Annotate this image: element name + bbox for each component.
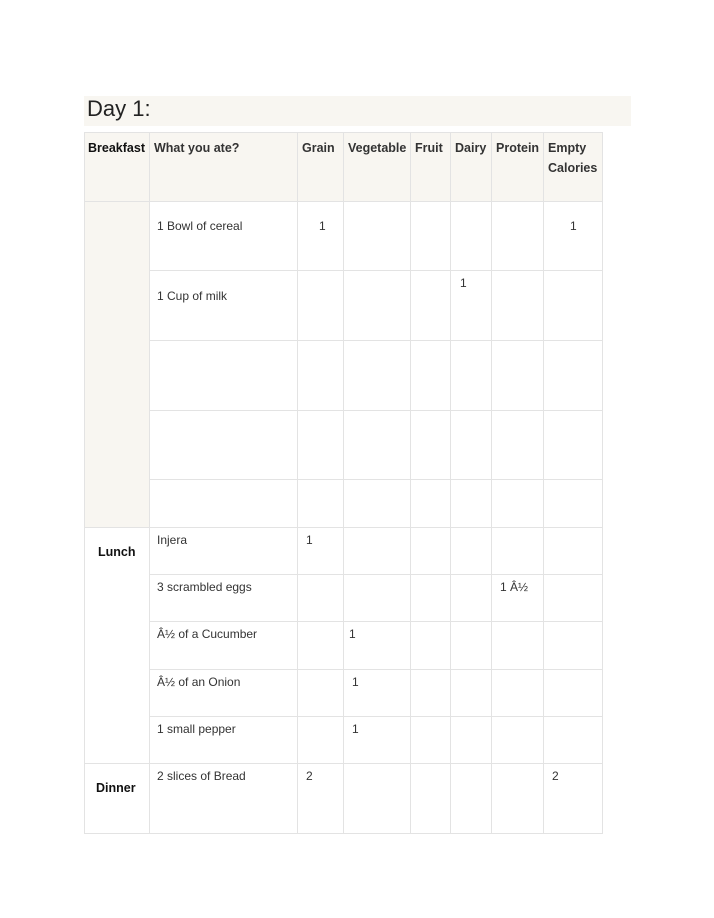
day-title: Day 1: xyxy=(84,96,631,126)
breakfast-row-4-fruit xyxy=(411,411,451,480)
lunch-row-1-vegetable xyxy=(344,528,411,575)
lunch-row-3-vegetable: 1 xyxy=(344,622,411,670)
header-vegetable: Vegetable xyxy=(344,132,411,202)
lunch-row-5-dairy xyxy=(451,717,492,764)
lunch-row-3-food: Â½ of a Cucumber xyxy=(150,622,298,670)
breakfast-row-5-protein xyxy=(492,480,544,528)
lunch-row-2-fruit xyxy=(411,575,451,622)
header-dairy: Dairy xyxy=(451,132,492,202)
lunch-row-4-vegetable: 1 xyxy=(344,670,411,717)
lunch-label: Lunch xyxy=(98,545,136,559)
breakfast-row-1-vegetable xyxy=(344,202,411,271)
lunch-row-5-fruit xyxy=(411,717,451,764)
lunch-row-4-grain xyxy=(298,670,344,717)
lunch-row-4-fruit xyxy=(411,670,451,717)
lunch-row-3-empty-calories xyxy=(544,622,603,670)
breakfast-row-2-food: 1 Cup of milk xyxy=(150,271,298,341)
breakfast-row-4-vegetable xyxy=(344,411,411,480)
breakfast-meal-cell xyxy=(84,202,150,528)
lunch-meal-cell xyxy=(84,528,150,764)
breakfast-row-3-fruit xyxy=(411,341,451,411)
dinner-row-1-fruit xyxy=(411,764,451,834)
lunch-row-2-dairy xyxy=(451,575,492,622)
dinner-label: Dinner xyxy=(96,781,136,795)
dinner-row-1-dairy xyxy=(451,764,492,834)
header-food: What you ate? xyxy=(150,132,298,202)
lunch-row-2-food: 3 scrambled eggs xyxy=(150,575,298,622)
breakfast-row-4-protein xyxy=(492,411,544,480)
breakfast-row-3-food xyxy=(150,341,298,411)
lunch-row-1-dairy xyxy=(451,528,492,575)
breakfast-row-1-grain: 1 xyxy=(298,202,344,271)
breakfast-row-1-food: 1 Bowl of cereal xyxy=(150,202,298,271)
lunch-row-2-empty-calories xyxy=(544,575,603,622)
breakfast-row-5-food xyxy=(150,480,298,528)
lunch-row-2-grain xyxy=(298,575,344,622)
breakfast-row-5-dairy xyxy=(451,480,492,528)
breakfast-row-4-grain xyxy=(298,411,344,480)
lunch-row-3-fruit xyxy=(411,622,451,670)
lunch-row-4-empty-calories xyxy=(544,670,603,717)
breakfast-row-2-empty-calories xyxy=(544,271,603,341)
lunch-row-4-protein xyxy=(492,670,544,717)
lunch-row-3-protein xyxy=(492,622,544,670)
lunch-row-1-fruit xyxy=(411,528,451,575)
lunch-row-3-grain xyxy=(298,622,344,670)
lunch-row-2-vegetable xyxy=(344,575,411,622)
lunch-row-2-protein: 1 Â½ xyxy=(492,575,544,622)
header-grain: Grain xyxy=(298,132,344,202)
lunch-row-5-grain xyxy=(298,717,344,764)
breakfast-row-5-grain xyxy=(298,480,344,528)
header-fruit: Fruit xyxy=(411,132,451,202)
breakfast-row-3-dairy xyxy=(451,341,492,411)
lunch-row-1-food: Injera xyxy=(150,528,298,575)
breakfast-row-3-empty-calories xyxy=(544,341,603,411)
breakfast-row-4-dairy xyxy=(451,411,492,480)
lunch-row-3-dairy xyxy=(451,622,492,670)
lunch-row-4-dairy xyxy=(451,670,492,717)
breakfast-row-5-vegetable xyxy=(344,480,411,528)
breakfast-row-4-empty-calories xyxy=(544,411,603,480)
lunch-row-5-food: 1 small pepper xyxy=(150,717,298,764)
breakfast-row-3-vegetable xyxy=(344,341,411,411)
dinner-row-1-protein xyxy=(492,764,544,834)
breakfast-row-1-dairy xyxy=(451,202,492,271)
header-meal: Breakfast xyxy=(84,132,150,202)
breakfast-row-5-empty-calories xyxy=(544,480,603,528)
dinner-row-1-food: 2 slices of Bread xyxy=(150,764,298,834)
breakfast-row-2-protein xyxy=(492,271,544,341)
dinner-meal-cell xyxy=(84,764,150,834)
breakfast-row-1-protein xyxy=(492,202,544,271)
lunch-row-1-empty-calories xyxy=(544,528,603,575)
breakfast-row-2-dairy: 1 xyxy=(451,271,492,341)
lunch-row-5-vegetable: 1 xyxy=(344,717,411,764)
breakfast-row-3-protein xyxy=(492,341,544,411)
lunch-row-1-grain: 1 xyxy=(298,528,344,575)
header-empty-calories: Empty Calories xyxy=(544,132,603,202)
breakfast-row-1-empty-calories: 1 xyxy=(544,202,603,271)
lunch-row-4-food: Â½ of an Onion xyxy=(150,670,298,717)
breakfast-row-2-grain xyxy=(298,271,344,341)
breakfast-row-2-vegetable xyxy=(344,271,411,341)
dinner-row-1-grain: 2 xyxy=(298,764,344,834)
breakfast-row-1-fruit xyxy=(411,202,451,271)
lunch-row-1-protein xyxy=(492,528,544,575)
lunch-row-5-protein xyxy=(492,717,544,764)
dinner-row-1-empty-calories: 2 xyxy=(544,764,603,834)
breakfast-row-5-fruit xyxy=(411,480,451,528)
breakfast-row-2-fruit xyxy=(411,271,451,341)
breakfast-row-3-grain xyxy=(298,341,344,411)
dinner-row-1-vegetable xyxy=(344,764,411,834)
lunch-row-5-empty-calories xyxy=(544,717,603,764)
breakfast-row-4-food xyxy=(150,411,298,480)
header-protein: Protein xyxy=(492,132,544,202)
